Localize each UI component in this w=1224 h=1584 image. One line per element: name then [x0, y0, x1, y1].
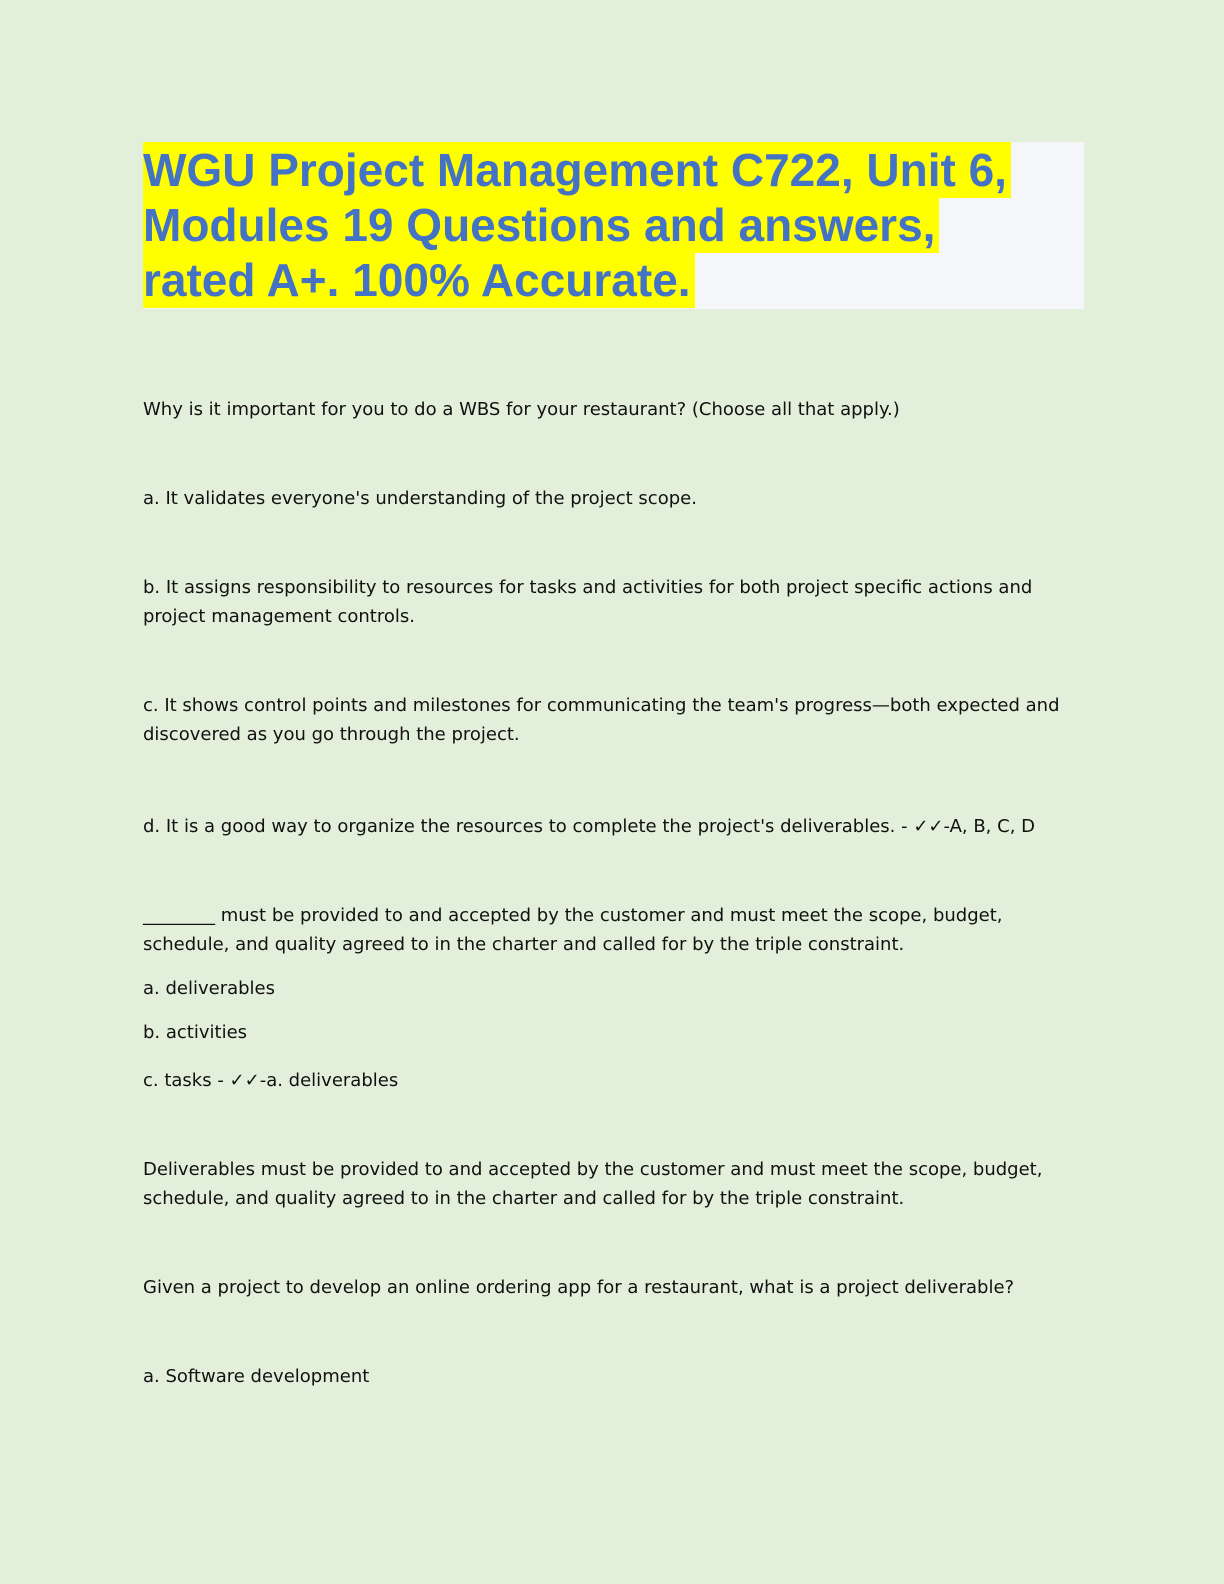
question-1-option-c: c. It shows control points and milestones for communicating the team's progress—both expected and: [143, 695, 1060, 716]
explanation: Deliverables must be provided to and accepted by the customer and must meet the scope, budget,: [143, 1159, 1043, 1180]
question-1: Why is it important for you to do a WBS for your restaurant? (Choose all that apply.): [143, 399, 900, 420]
question-3-option-a: a. Software development: [143, 1366, 370, 1387]
question-1-option-b-cont: project management controls.: [143, 606, 415, 627]
question-1-option-d-answer: d. It is a good way to organize the resources to complete the project's deliverables. - ✓✓-A, B, C, D: [143, 816, 1036, 837]
question-1-option-b: b. It assigns responsibility to resources for tasks and activities for both project specific actions and: [143, 577, 1033, 598]
title-line-1: WGU Project Management C722, Unit 6,: [143, 142, 1011, 198]
explanation-cont: schedule, and quality agreed to in the charter and called for by the triple constraint.: [143, 1188, 905, 1209]
question-3: Given a project to develop an online ordering app for a restaurant, what is a project deliverable?: [143, 1277, 1015, 1298]
title-line-3: rated A+. 100% Accurate.: [143, 252, 695, 308]
question-2-option-c-answer: c. tasks - ✓✓-a. deliverables: [143, 1070, 399, 1091]
title-line-2: Modules 19 Questions and answers,: [143, 197, 939, 253]
document-title: [143, 142, 1084, 309]
question-2-cont: schedule, and quality agreed to in the charter and called for by the triple constraint.: [143, 934, 905, 955]
question-2: ________ must be provided to and accepted by the customer and must meet the scope, budget,: [143, 905, 1003, 926]
question-1-option-a: a. It validates everyone's understanding of the project scope.: [143, 488, 697, 509]
question-1-option-c-cont: discovered as you go through the project.: [143, 724, 520, 745]
question-2-option-a: a. deliverables: [143, 978, 276, 999]
question-2-option-b: b. activities: [143, 1022, 248, 1043]
